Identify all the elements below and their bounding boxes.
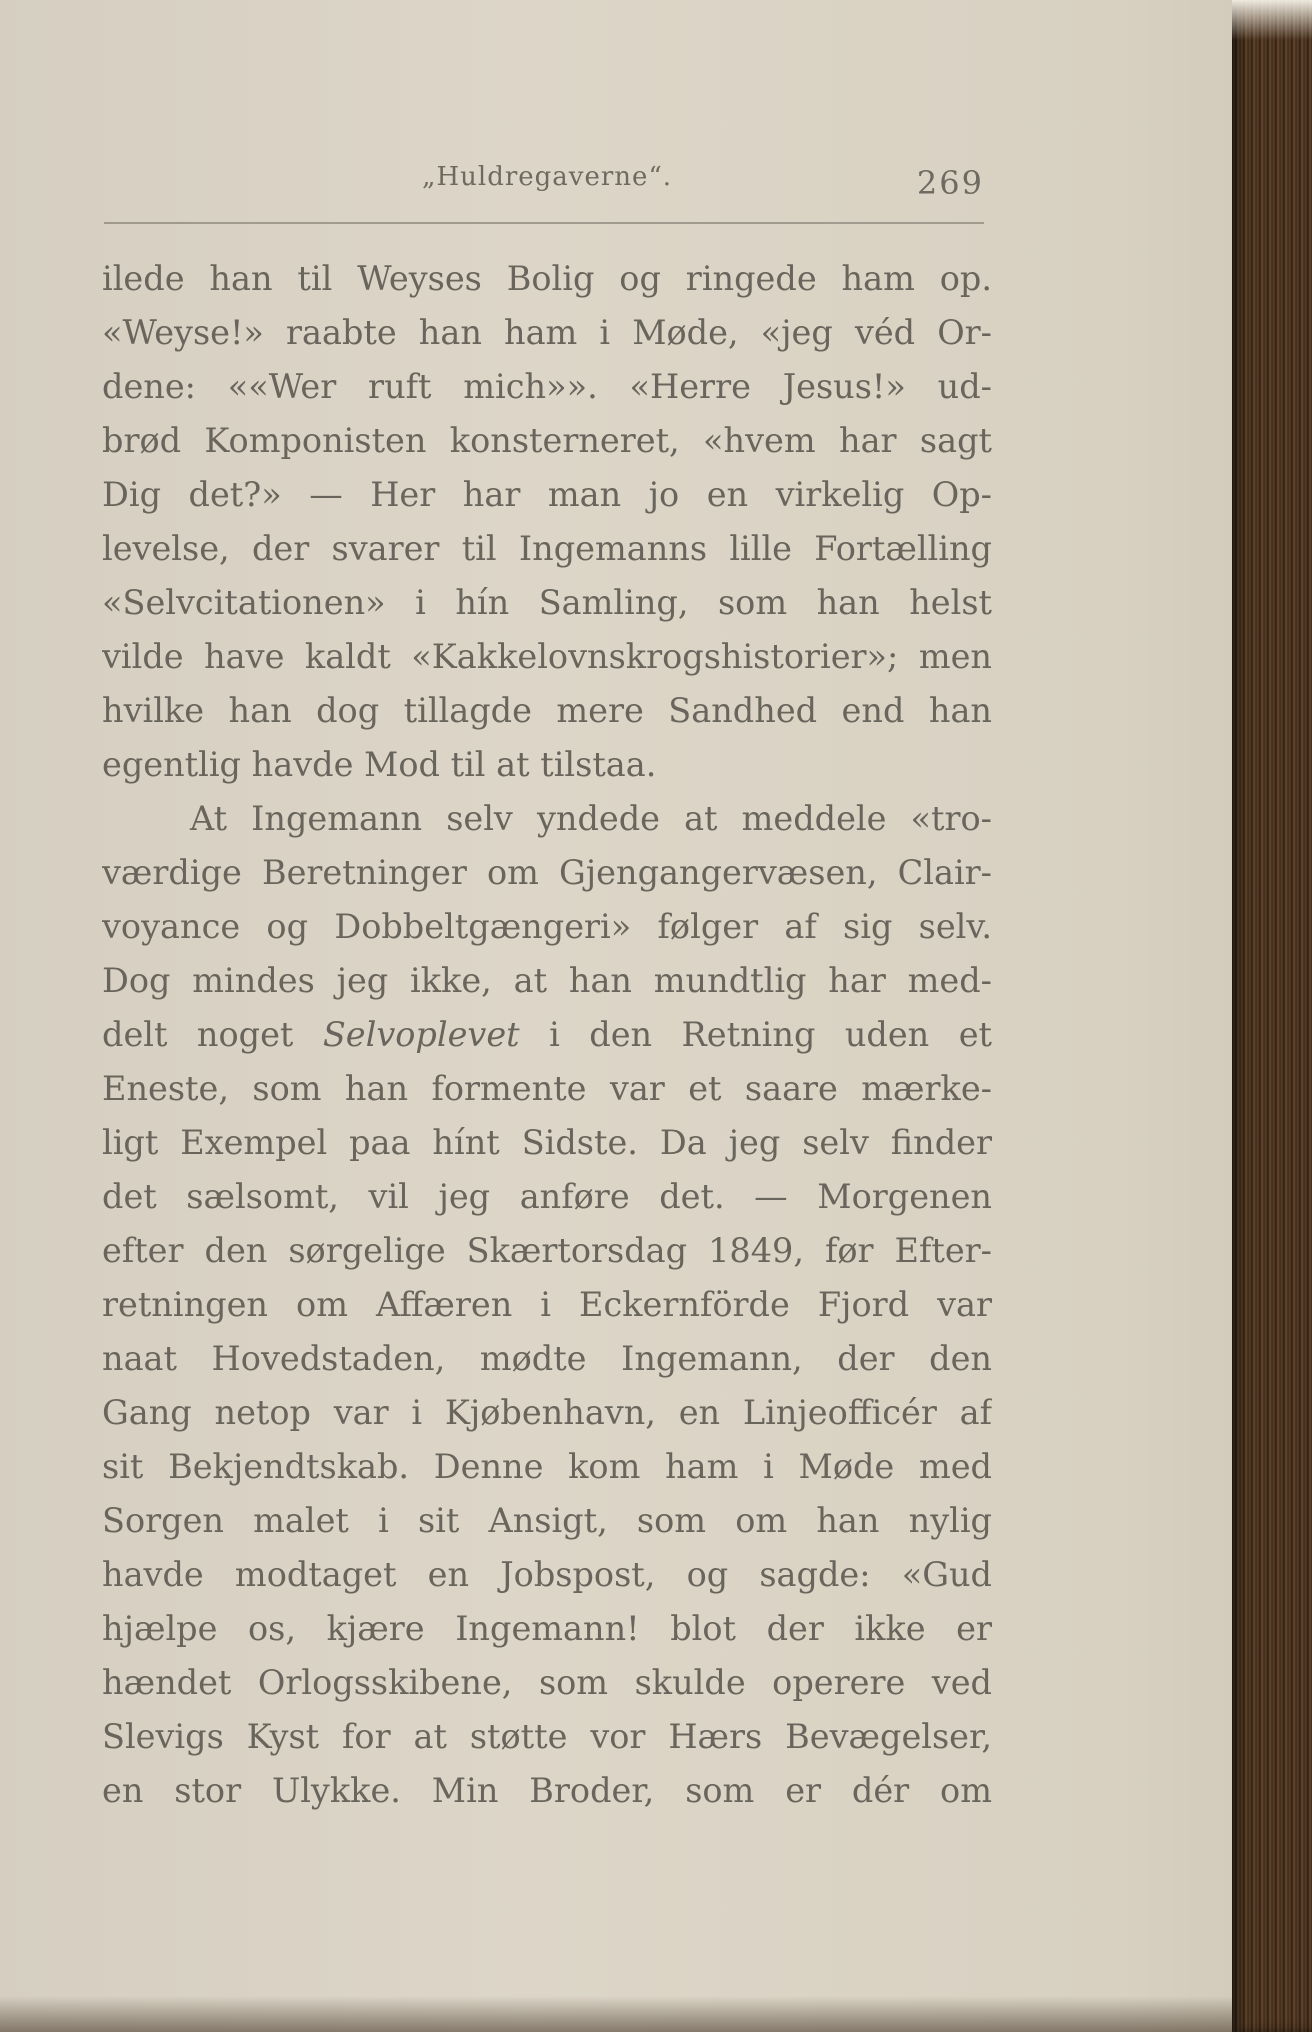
text-line: egentlig havde Mod til at tilstaa. bbox=[102, 745, 657, 784]
text-line-with-italic bbox=[102, 1008, 992, 1062]
italic-word: Selvoplevet bbox=[322, 1015, 520, 1054]
body-text bbox=[102, 252, 992, 1818]
text-line: voyance og Dobbeltgængeri» følger af sig selv. bbox=[102, 907, 992, 946]
text-line: Slevigs Kyst for at støtte vor Hærs Bevægelser, bbox=[102, 1717, 992, 1756]
text-line: ligt Exempel paa hínt Sidste. Da jeg selv finder bbox=[102, 1123, 992, 1162]
page-header bbox=[104, 156, 990, 212]
page-edge-highlight bbox=[1232, 0, 1312, 40]
text-line: Eneste, som han formente var et saare mærke- bbox=[102, 1069, 992, 1108]
book-page-edge bbox=[1232, 0, 1312, 2032]
text-line: vilde have kaldt «Kakkelovnskrogshistorier»; men bbox=[102, 637, 992, 676]
text-line: det sælsomt, vil jeg anføre det. — Morgenen bbox=[102, 1177, 992, 1216]
text-line: dene: ««Wer ruft mich»». «Herre Jesus!» ud- bbox=[102, 367, 992, 406]
text-line: havde modtaget en Jobspost, og sagde: «Gud bbox=[102, 1555, 992, 1594]
header-rule bbox=[104, 222, 984, 224]
page-number: 269 bbox=[916, 164, 984, 202]
text-segment: i den Retning uden et bbox=[549, 1015, 992, 1054]
text-line: «Selvcitationen» i hín Samling, som han helst bbox=[102, 583, 992, 622]
text-line: Sorgen malet i sit Ansigt, som om han nylig bbox=[102, 1501, 992, 1540]
text-line: «Weyse!» raabte han ham i Møde, «jeg véd Or- bbox=[102, 313, 992, 352]
text-line: efter den sørgelige Skærtorsdag 1849, før Efter- bbox=[102, 1231, 992, 1270]
text-line: værdige Beretninger om Gjengangervæsen, Clair- bbox=[102, 853, 992, 892]
text-line: sit Bekjendtskab. Denne kom ham i Møde med bbox=[102, 1447, 992, 1486]
text-line: At Ingemann selv yndede at meddele «tro- bbox=[190, 799, 992, 838]
text-segment: delt noget bbox=[102, 1015, 323, 1054]
text-line: en stor Ulykke. Min Broder, som er dér om bbox=[102, 1771, 992, 1810]
text-line: Gang netop var i Kjøbenhavn, en Linjeofficér af bbox=[102, 1393, 992, 1432]
text-line: hvilke han dog tillagde mere Sandhed end han bbox=[102, 691, 992, 730]
text-line: hjælpe os, kjære Ingemann! blot der ikke er bbox=[102, 1609, 992, 1648]
running-title: „Huldregaverne“. bbox=[422, 162, 672, 192]
text-line: levelse, der svarer til Ingemanns lille Fortælling bbox=[102, 529, 992, 568]
text-line: ilede han til Weyses Bolig og ringede ham op. bbox=[102, 259, 992, 298]
text-line: hændet Orlogsskibene, som skulde operere ved bbox=[102, 1663, 992, 1702]
text-line: Dig det?» — Her har man jo en virkelig Op- bbox=[102, 475, 992, 514]
text-line: Dog mindes jeg ikke, at han mundtlig har med- bbox=[102, 961, 992, 1000]
text-line: naat Hovedstaden, mødte Ingemann, der den bbox=[102, 1339, 992, 1378]
page-bottom-shadow bbox=[0, 1996, 1232, 2032]
text-line: retningen om Affæren i Eckernförde Fjord var bbox=[102, 1285, 992, 1324]
text-line: brød Komponisten konsterneret, «hvem har sagt bbox=[102, 421, 992, 460]
